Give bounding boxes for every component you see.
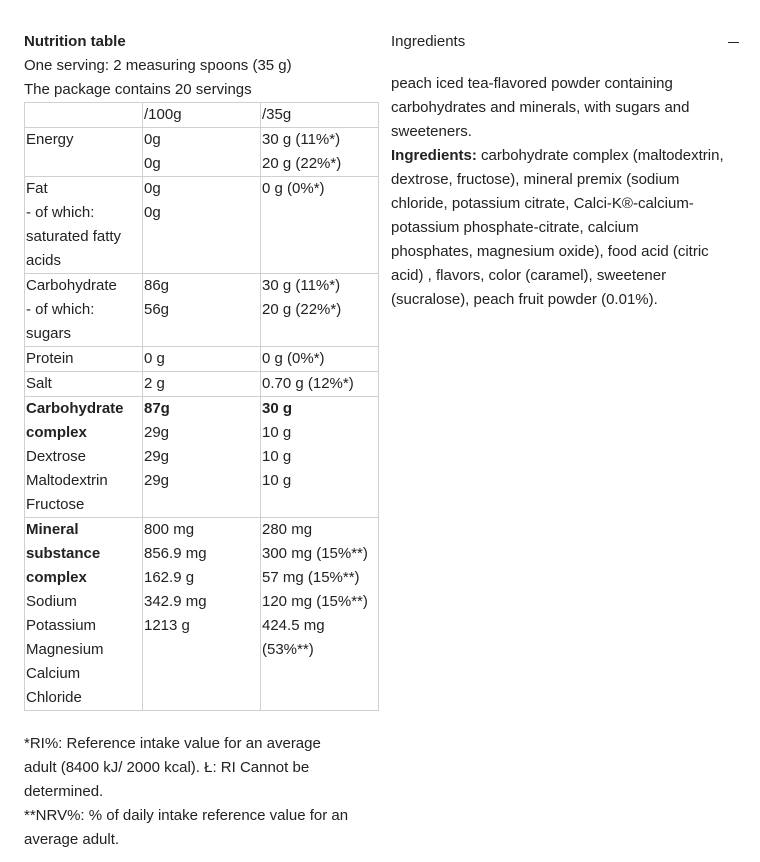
cell-line: 0g	[144, 155, 161, 172]
footnote-line: *RI%: Reference intake value for an average	[24, 735, 321, 752]
table-row	[25, 274, 379, 347]
cell-line: 120 mg (15%**)	[262, 593, 368, 610]
cell-line: 0.70 g (12%*)	[262, 375, 354, 392]
table-cell	[261, 274, 379, 347]
cell-line: Chloride	[26, 689, 82, 706]
header-cell: /100g	[143, 103, 261, 128]
cell-line: 280 mg	[262, 521, 313, 538]
ingredients-label: Ingredients:	[391, 147, 477, 164]
cell-line: Mineral	[26, 521, 79, 538]
footnote-line: **NRV%: % of daily intake reference value for an	[24, 807, 349, 824]
cell-line: 20 g (22%*)	[262, 155, 342, 172]
ingredients-line: phosphates, magnesium oxide), food acid (citric	[391, 243, 709, 260]
cell-line: Fat	[26, 180, 48, 197]
cell-line: 800 mg	[144, 521, 195, 538]
footnote-line: determined.	[24, 783, 104, 800]
cell-line: 162.9 g	[144, 569, 195, 586]
cell-line: 0 g (0%*)	[262, 180, 325, 197]
table-cell	[143, 177, 261, 274]
cell-line: Potassium	[26, 617, 97, 634]
table-cell	[25, 347, 143, 372]
cell-line: acids	[26, 252, 62, 269]
cell-line: Calcium	[26, 665, 81, 682]
cell-line: 30 g (11%*)	[262, 277, 341, 294]
table-row	[25, 347, 379, 372]
table-header-row	[25, 103, 379, 128]
minus-icon[interactable]	[728, 42, 739, 43]
nutrition-section	[24, 30, 384, 852]
cell-line: 856.9 mg	[144, 545, 207, 562]
table-cell	[143, 518, 261, 711]
cell-line: 0g	[144, 180, 161, 197]
cell-line: Energy	[26, 131, 74, 148]
ingredients-text: carbohydrate complex (maltodextrin,	[476, 147, 724, 164]
cell-line: 29g	[144, 448, 170, 465]
ingredients-line: chloride, potassium citrate, Calci-K®-calcium-	[391, 195, 694, 212]
cell-line: 342.9 mg	[144, 593, 207, 610]
cell-line: 0 g	[144, 350, 165, 367]
cell-line: (53%**)	[262, 641, 314, 658]
cell-line: Maltodextrin	[26, 472, 108, 489]
cell-line: 0 g (0%*)	[262, 350, 325, 367]
cell-line: Carbohydrate	[26, 277, 117, 294]
table-cell	[143, 274, 261, 347]
table-cell	[261, 518, 379, 711]
cell-line: 57 mg (15%**)	[262, 569, 360, 586]
table-row	[25, 177, 379, 274]
cell-line: Carbohydrate	[26, 400, 124, 417]
cell-line: - of which:	[26, 204, 95, 221]
table-row	[25, 372, 379, 397]
cell-line: Dextrose	[26, 448, 87, 465]
cell-line: 29g	[144, 472, 170, 489]
ingredients-line	[391, 144, 751, 168]
cell-line: 10 g	[262, 448, 292, 465]
ingredients-title: Ingredients	[391, 33, 466, 50]
table-cell	[143, 128, 261, 177]
cell-line: 29g	[144, 424, 170, 441]
ingredients-intro-line: sweeteners.	[391, 123, 472, 140]
cell-line: 0g	[144, 131, 161, 148]
serving-info: One serving: 2 measuring spoons (35 g)	[24, 57, 292, 74]
ingredients-accordion-header[interactable]	[391, 30, 751, 54]
cell-line: 30 g (11%*)	[262, 131, 341, 148]
cell-line: 86g	[144, 277, 170, 294]
cell-line: 300 mg (15%**)	[262, 545, 368, 562]
footnote-line: average adult.	[24, 831, 120, 848]
cell-line: Fructose	[26, 496, 85, 513]
cell-line: 10 g	[262, 472, 292, 489]
ingredients-intro-line: peach iced tea-flavored powder containing	[391, 75, 673, 92]
package-info: The package contains 20 servings	[24, 81, 252, 98]
cell-line: 87g	[144, 400, 170, 417]
cell-line: Salt	[26, 375, 52, 392]
ingredients-line: dextrose, fructose), mineral premix (sodium	[391, 171, 680, 188]
ingredients-intro-line: carbohydrates and minerals, with sugars and	[391, 99, 690, 116]
table-cell	[261, 128, 379, 177]
footnotes	[24, 732, 384, 852]
cell-line: 2 g	[144, 375, 165, 392]
table-row	[25, 518, 379, 711]
cell-line: Magnesium	[26, 641, 104, 658]
nutrition-title: Nutrition table	[24, 33, 126, 50]
ingredients-line: (sucralose), peach fruit powder (0.01%).	[391, 291, 658, 308]
table-cell	[261, 347, 379, 372]
table-cell	[25, 177, 143, 274]
ingredients-section	[391, 30, 751, 312]
cell-line: 20 g (22%*)	[262, 301, 342, 318]
table-cell	[261, 177, 379, 274]
ingredients-line: potassium phosphate-citrate, calcium	[391, 219, 639, 236]
header-cell	[25, 103, 143, 128]
cell-line: 56g	[144, 301, 170, 318]
cell-line: 30 g	[262, 400, 293, 417]
table-cell	[143, 347, 261, 372]
table-cell	[143, 397, 261, 518]
table-row	[25, 397, 379, 518]
cell-line: sugars	[26, 325, 72, 342]
ingredients-body	[391, 72, 751, 312]
cell-line: - of which:	[26, 301, 95, 318]
cell-line: 0g	[144, 204, 161, 221]
cell-line: Sodium	[26, 593, 77, 610]
table-cell	[25, 518, 143, 711]
ingredients-line: acid) , flavors, color (caramel), sweetener	[391, 267, 667, 284]
table-row	[25, 128, 379, 177]
table-cell	[25, 128, 143, 177]
table-cell	[143, 372, 261, 397]
cell-line: 10 g	[262, 424, 292, 441]
cell-line: 1213 g	[144, 617, 190, 634]
cell-line: complex	[26, 569, 87, 586]
cell-line: 424.5 mg	[262, 617, 325, 634]
cell-line: saturated fatty	[26, 228, 122, 245]
footnote-line: adult (8400 kJ/ 2000 kcal). Ł: RI Cannot be	[24, 759, 310, 776]
nutrition-table	[24, 102, 379, 711]
cell-line: complex	[26, 424, 87, 441]
cell-line: substance	[26, 545, 101, 562]
table-cell	[261, 372, 379, 397]
table-cell	[25, 372, 143, 397]
table-cell	[261, 397, 379, 518]
table-cell	[25, 397, 143, 518]
header-cell: /35g	[261, 103, 379, 128]
table-cell	[25, 274, 143, 347]
cell-line: Protein	[26, 350, 74, 367]
